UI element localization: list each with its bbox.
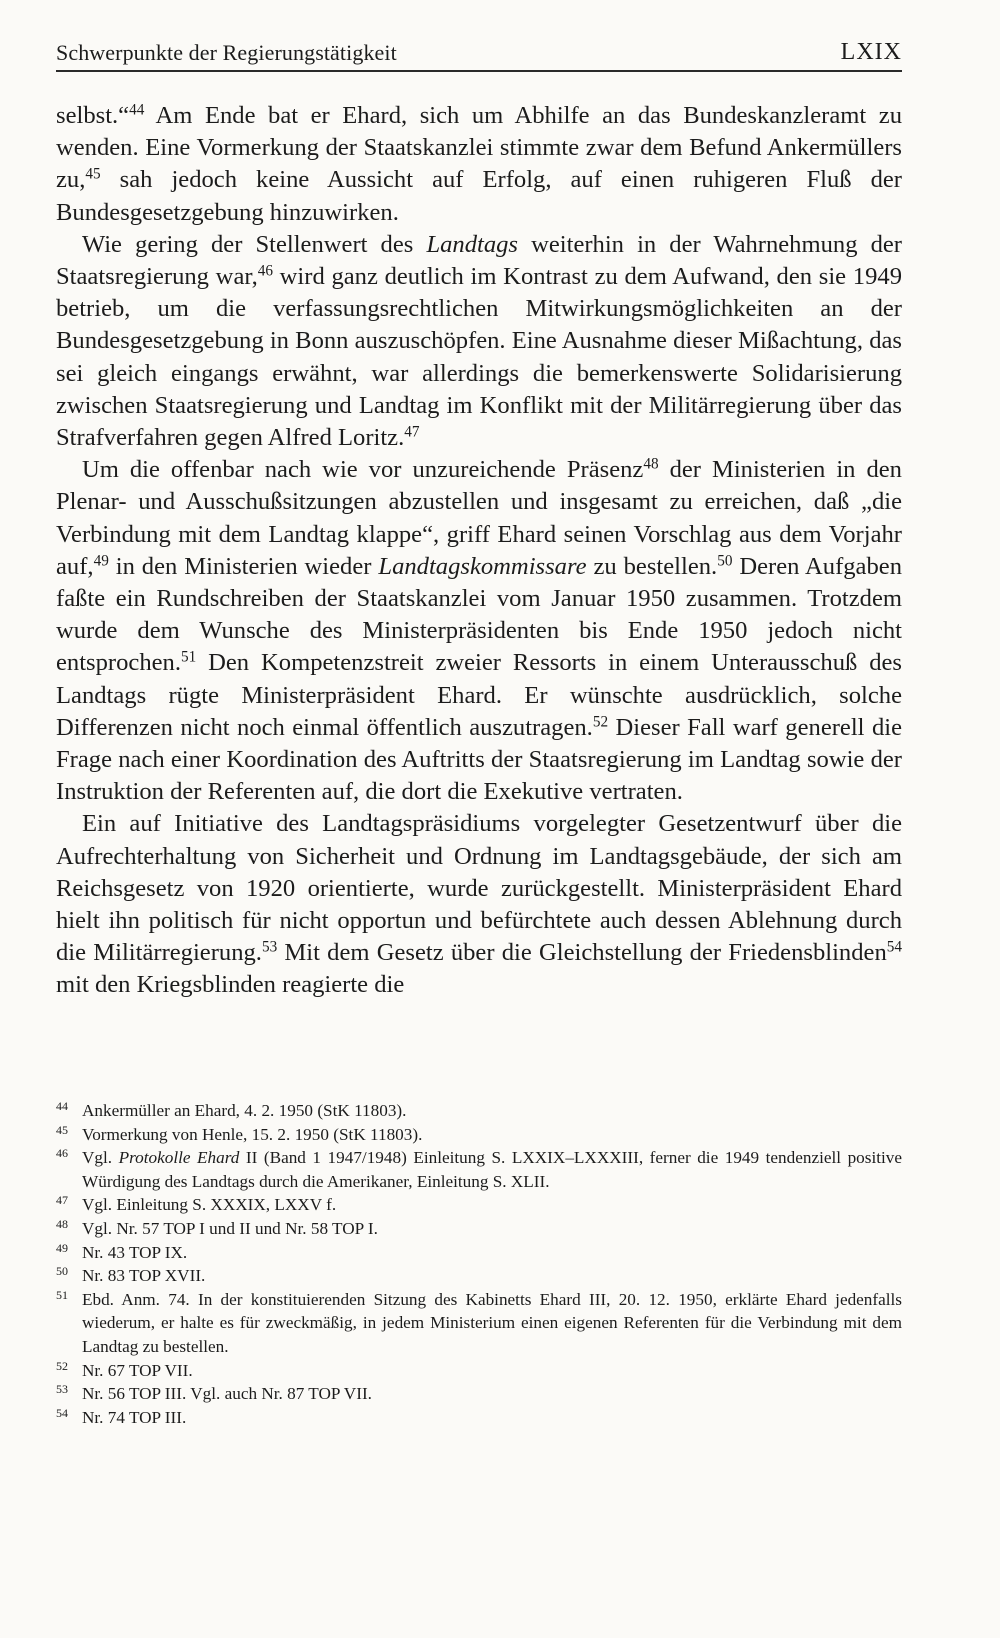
text-run: wird ganz deutlich im Kontrast zu dem Aufwand, den sie 1949 betrieb, um die verfassungsrechtlichen Mitwirkungsmöglichkeiten an der Bundesgesetzgebung in Bonn auszuschöpfen. Eine Ausnahme dieser Mißachtung, das sei gleich eingangs erwähnt, war allerdings die bemerkenswerte Solidarisierung zwischen Staatsregierung und Landtag im Konflikt mit der Militärregierung über das Strafverfahren gegen Alfred Loritz. — [56, 263, 902, 452]
paragraph — [56, 808, 902, 1001]
emphasis-text: Landtags — [426, 230, 519, 258]
text-run: sah jedoch keine Aussicht auf Erfolg, auf einen ruhigeren Fluß der Bundesgesetzgebung hinzuwirken. — [56, 166, 902, 226]
text-run: mit den Kriegsblinden reagierte die — [56, 971, 405, 999]
body-text — [56, 100, 902, 1002]
footnote-number: 50 — [56, 1264, 68, 1279]
text-run: II (Band 1 1947/1948) Einleitung S. LXXIX–LXXXIII, ferner die 1949 tendenziell positive Würdigung des Landtags durch die Amerikaner, Einleitung S. XLII. — [82, 1148, 902, 1191]
footnote-number: 53 — [56, 1382, 68, 1397]
footnote-number: 44 — [56, 1099, 68, 1113]
footnote-ref: 51 — [180, 649, 197, 667]
text-run: selbst.“ — [56, 102, 130, 129]
text-run: Wie gering der Stellenwert des — [82, 230, 427, 258]
text-run: Nr. 83 TOP XVII. — [82, 1266, 206, 1286]
footnote-number: 51 — [56, 1287, 68, 1302]
footnote-text — [82, 1146, 902, 1193]
text-run: Nr. 43 TOP IX. — [82, 1242, 188, 1262]
footnote — [56, 1099, 902, 1123]
footnote-text — [82, 1123, 902, 1147]
text-run: weiterhin in der Wahrnehmung der Staatsregierung war, — [56, 230, 902, 291]
footnote-number: 46 — [56, 1146, 68, 1161]
paragraph — [56, 229, 902, 454]
footnotes — [56, 1099, 902, 1429]
footnote-ref: 54 — [886, 938, 902, 956]
paragraph — [56, 454, 902, 808]
footnote-text — [82, 1406, 902, 1430]
text-run: Um die offenbar nach wie vor unzureichende Präsenz — [82, 456, 644, 484]
footnote-ref: 47 — [404, 423, 420, 441]
text-run: Vgl. Einleitung S. XXXIX, LXXV f. — [82, 1195, 337, 1215]
footnote-text — [82, 1288, 902, 1359]
footnote — [56, 1264, 902, 1288]
text-run: Nr. 74 TOP III. — [82, 1407, 187, 1427]
footnote-number: 49 — [56, 1240, 68, 1255]
footnote-number: 45 — [56, 1122, 68, 1137]
footnote — [56, 1193, 902, 1217]
footnote-text — [82, 1359, 902, 1383]
text-run: Deren Aufgaben faßte ein Rundschreiben der Staatskanzlei vom Januar 1950 zusammen. Trotzdem wurde dem Wunsche des Ministerpräsidenten bis Ende 1950 jedoch nicht entsprochen. — [56, 552, 902, 677]
text-run: in den Ministerien wieder — [108, 552, 379, 580]
footnote-ref: 48 — [643, 455, 659, 473]
footnote — [56, 1146, 902, 1193]
footnote-ref: 49 — [93, 552, 109, 570]
text-run: Ein auf Initiative des Landtagspräsidiums vorgelegter Gesetzentwurf über die Aufrechterhaltung von Sicherheit und Ordnung im Landtagsgebäude, der sich am Reichsgesetz von 1920 orientierte, wurde zurückgestellt. Ministerpräsident Ehard hielt ihn politisch für nicht opportun und befürchtete auch dessen Ablehnung durch die Militärregierung. — [56, 810, 902, 967]
footnote-number: 47 — [56, 1193, 68, 1208]
text-run: Vormerkung von Henle, 15. 2. 1950 (StK 11803). — [82, 1124, 423, 1144]
text-run: Vgl. — [82, 1148, 119, 1168]
footnote-number: 52 — [56, 1358, 68, 1373]
text-run: Nr. 67 TOP VII. — [82, 1360, 193, 1380]
footnote-ref: 53 — [261, 938, 278, 956]
footnote-text — [82, 1193, 902, 1217]
text-run: Den Kompetenzstreit zweier Ressorts in einem Unterausschuß des Landtags rügte Ministerpräsident Ehard. Er wünschte ausdrücklich, solche Differenzen nicht noch einmal öffentlich auszutragen. — [56, 649, 902, 741]
footnote — [56, 1288, 902, 1359]
emphasis-text: Landtagskommissare — [378, 552, 587, 580]
footnote — [56, 1123, 902, 1147]
running-title: Schwerpunkte der Regierungstätigkeit — [56, 40, 397, 65]
footnote-text — [82, 1382, 902, 1406]
footnote-ref: 44 — [129, 101, 145, 119]
text-run: Dieser Fall warf generell die Frage nach einer Koordination des Auftritts der Staatsregierung im Landtag sowie der Instruktion der Referenten auf, die dort die Exekutive vertraten. — [56, 713, 902, 806]
footnote — [56, 1382, 902, 1406]
footnote — [56, 1241, 902, 1265]
text-run: Ankermüller an Ehard, 4. 2. 1950 (StK 11803). — [82, 1101, 407, 1120]
footnote-ref: 50 — [717, 552, 733, 570]
page-number: LXIX — [840, 39, 902, 65]
footnote-text — [82, 1217, 902, 1241]
footnote-ref: 46 — [257, 262, 273, 280]
footnote-text — [82, 1099, 902, 1123]
text-run: Mit dem Gesetz über die Gleichstellung der Friedensblinden — [277, 939, 887, 967]
footnote — [56, 1217, 902, 1241]
paragraph — [56, 100, 902, 229]
text-run: der Ministerien in den Plenar- und Ausschußsitzungen abzustellen und insgesamt zu erreichen, daß „die Verbindung mit dem Landtag klappe“, griff Ehard seinen Vorschlag aus dem Vorjahr auf, — [56, 456, 902, 580]
footnote-number: 48 — [56, 1216, 68, 1231]
emphasis-text: Protokolle Ehard — [118, 1148, 240, 1168]
text-run: Vgl. Nr. 57 TOP I und II und Nr. 58 TOP I. — [82, 1218, 378, 1238]
footnote — [56, 1359, 902, 1383]
footnote — [56, 1406, 902, 1430]
footnote-ref: 52 — [592, 713, 609, 731]
footnote-ref: 45 — [85, 166, 101, 184]
footnote-number: 54 — [56, 1405, 68, 1420]
footnote-text — [82, 1264, 902, 1288]
text-run: Am Ende bat er Ehard, sich um Abhilfe an das Bundeskanzleramt zu wenden. Eine Vormerkung der Staatskanzlei stimmte zwar dem Befund Ankermüllers zu, — [56, 102, 902, 194]
text-run: zu bestellen. — [586, 552, 718, 580]
footnote-text — [82, 1241, 902, 1265]
text-run: Ebd. Anm. 74. In der konstituierenden Sitzung des Kabinetts Ehard III, 20. 12. 1950, erklärte Ehard jedenfalls wiederum, er halte es für zweckmäßig, in jedem Ministerium einen eigenen Referenten für die Verbindung mit dem Landtag zu bestellen. — [82, 1289, 902, 1356]
text-run: Nr. 56 TOP III. Vgl. auch Nr. 87 TOP VII. — [82, 1384, 372, 1404]
running-header — [56, 38, 902, 72]
